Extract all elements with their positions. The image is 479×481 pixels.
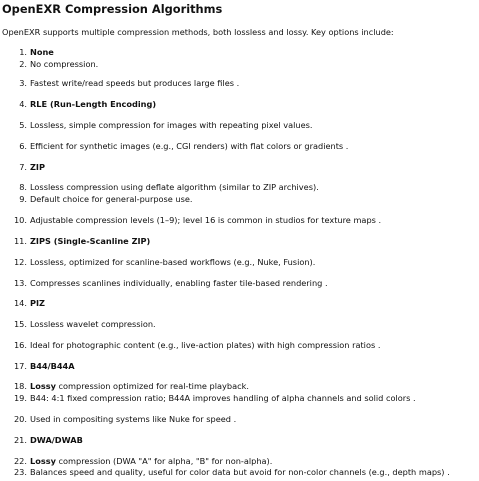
item-heading: B44/B44A xyxy=(30,361,75,371)
item-number: 19. xyxy=(13,393,27,403)
list-item xyxy=(0,393,416,404)
list-item xyxy=(0,456,272,467)
list-item xyxy=(0,182,319,193)
list-item xyxy=(0,59,98,70)
item-number: 10. xyxy=(13,215,27,225)
list-item xyxy=(0,99,156,110)
item-text: Lossless, simple compression for images with repeating pixel values. xyxy=(30,120,313,130)
item-text: Lossless compression using deflate algorithm (similar to ZIP archives). xyxy=(30,182,319,192)
item-text: B44: 4:1 fixed compression ratio; B44A improves handling of alpha channels and solid colors . xyxy=(30,393,416,403)
list-item xyxy=(0,298,45,309)
item-heading: PIZ xyxy=(30,298,45,308)
item-text: Adjustable compression levels (1–9); level 16 is common in studios for texture maps . xyxy=(30,215,382,225)
item-number: 1. xyxy=(19,47,27,57)
item-text: Default choice for general-purpose use. xyxy=(30,194,193,204)
list-item xyxy=(0,194,193,205)
item-text: Lossless wavelet compression. xyxy=(30,319,156,329)
item-number: 16. xyxy=(13,340,27,350)
item-heading: ZIPS (Single-Scanline ZIP) xyxy=(30,236,151,246)
item-text: Used in compositing systems like Nuke for speed . xyxy=(30,414,237,424)
list-item xyxy=(0,120,313,131)
item-number: 11. xyxy=(13,236,27,246)
list-item xyxy=(0,141,348,152)
item-number: 9. xyxy=(19,194,27,204)
item-text: No compression. xyxy=(30,59,99,69)
item-number: 15. xyxy=(13,319,27,329)
list-item xyxy=(0,467,450,478)
list-item xyxy=(0,381,249,392)
intro-paragraph: OpenEXR supports multiple compression methods, both lossless and lossy. Key options include: xyxy=(2,27,394,37)
item-text: Lossless, optimized for scanline-based workflows (e.g., Nuke, Fusion). xyxy=(30,257,316,267)
list-item xyxy=(0,47,54,58)
item-text: compression optimized for real-time playback. xyxy=(55,381,249,391)
item-text: Fastest write/read speeds but produces large files . xyxy=(30,78,240,88)
list-item xyxy=(0,319,156,330)
list-item xyxy=(0,278,328,289)
list-item xyxy=(0,78,239,89)
item-number: 20. xyxy=(13,414,27,424)
list-item xyxy=(0,361,75,372)
item-number: 21. xyxy=(13,435,27,445)
item-heading: None xyxy=(30,47,54,57)
item-number: 3. xyxy=(19,78,27,88)
item-heading: ZIP xyxy=(30,162,45,172)
item-number: 5. xyxy=(19,120,27,130)
item-number: 8. xyxy=(19,182,27,192)
item-text: Balances speed and quality, useful for color data but avoid for non-color channels (e.g., depth maps) . xyxy=(30,467,450,477)
item-heading: Lossy xyxy=(30,381,56,391)
item-number: 14. xyxy=(13,298,27,308)
list-item xyxy=(0,414,236,425)
item-heading: DWA/DWAB xyxy=(30,435,83,445)
item-number: 13. xyxy=(13,278,27,288)
item-heading: Lossy xyxy=(30,456,56,466)
list-item xyxy=(0,236,150,247)
item-number: 7. xyxy=(19,162,27,172)
item-number: 2. xyxy=(19,59,27,69)
item-text: Ideal for photographic content (e.g., live-action plates) with high compression ratios . xyxy=(30,340,381,350)
item-text: Compresses scanlines individually, enabling faster tile-based rendering . xyxy=(30,278,328,288)
list-item xyxy=(0,162,45,173)
list-item xyxy=(0,215,381,226)
item-number: 6. xyxy=(19,141,27,151)
item-number: 18. xyxy=(13,381,27,391)
list-item xyxy=(0,340,380,351)
list-item xyxy=(0,435,83,446)
list-item xyxy=(0,257,315,268)
item-heading: RLE (Run-Length Encoding) xyxy=(30,99,157,109)
item-number: 17. xyxy=(13,361,27,371)
item-number: 23. xyxy=(13,467,27,477)
item-text: compression (DWA "A" for alpha, "B" for non-alpha). xyxy=(55,456,273,466)
item-number: 4. xyxy=(19,99,27,109)
item-number: 12. xyxy=(13,257,27,267)
item-text: Efficient for synthetic images (e.g., CGI renders) with flat colors or gradients . xyxy=(30,141,349,151)
page-title: OpenEXR Compression Algorithms xyxy=(2,2,223,16)
item-number: 22. xyxy=(13,456,27,466)
